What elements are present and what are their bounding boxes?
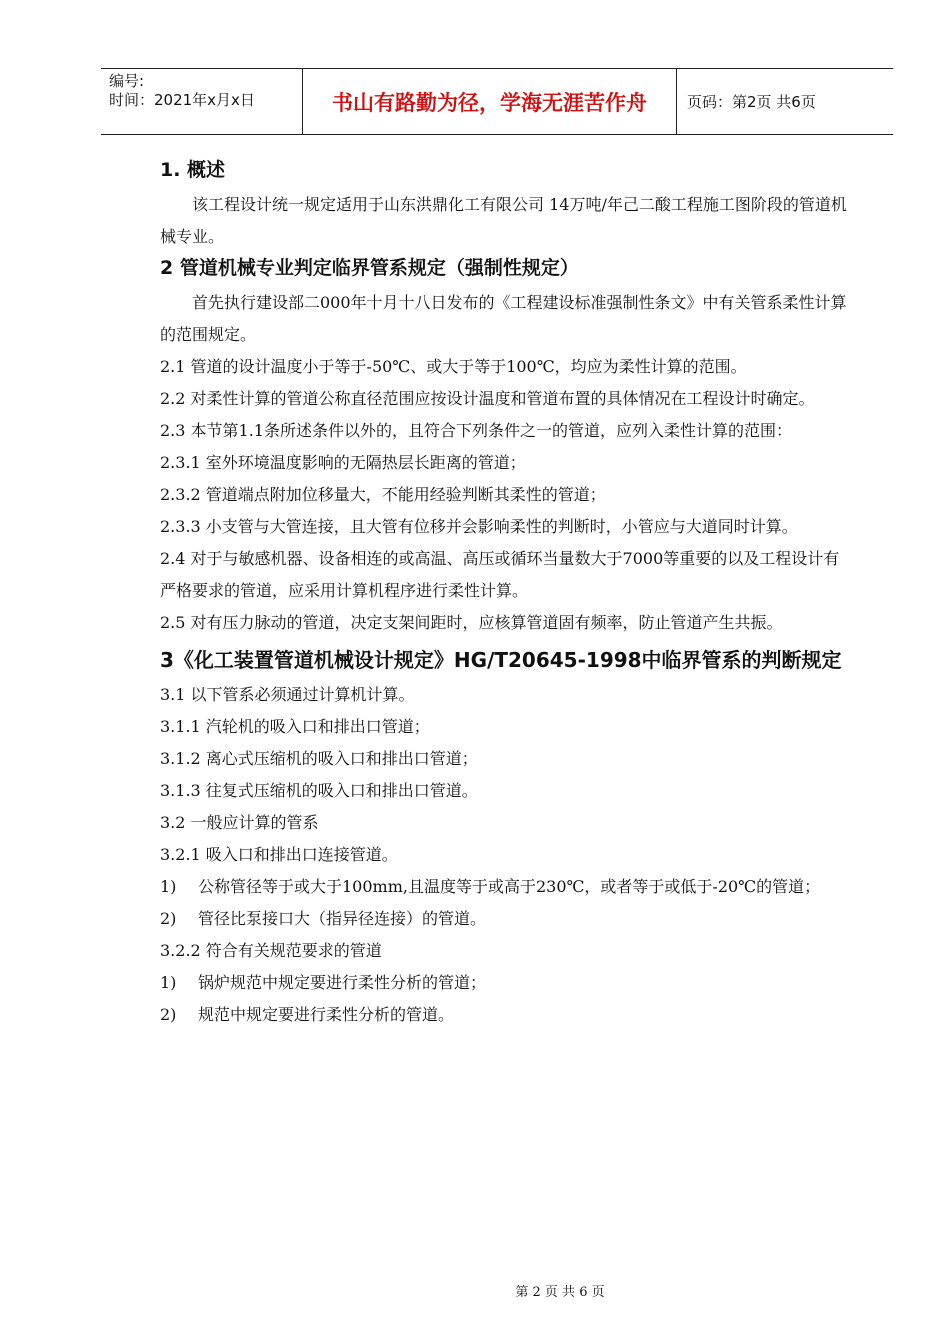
list-number: 1) <box>160 877 177 896</box>
clause-3-2: 3.2 一般应计算的管系 <box>160 813 319 832</box>
clause-3-1-3: 3.1.3 往复式压缩机的吸入口和排出口管道。 <box>160 781 478 800</box>
section-1-title: 1. 概述 <box>160 159 226 181</box>
list-number: 2) <box>160 909 177 928</box>
clause-3-2-2: 3.2.2 符合有关规范要求的管道 <box>160 941 382 960</box>
clause-3-2-1: 3.2.1 吸入口和排出口连接管道。 <box>160 845 398 864</box>
header-info-cell <box>101 69 303 134</box>
header-motto: 书山有路勤为径，学海无涯苦作舟 <box>303 69 677 134</box>
page-footer: 第 2 页 共 6 页 <box>515 1285 605 1300</box>
list-number: 1) <box>160 973 177 992</box>
list-text: 锅炉规范中规定要进行柔性分析的管道； <box>198 973 487 992</box>
list-item <box>160 967 850 999</box>
clause-2-3-1: 2.3.1 室外环境温度影响的无隔热层长距离的管道； <box>160 453 526 472</box>
clause-2-3-2: 2.3.2 管道端点附加位移量大，不能用经验判断其柔性的管道； <box>160 485 606 504</box>
document-body <box>160 155 850 1031</box>
list-item <box>160 999 850 1031</box>
page-header <box>101 68 893 135</box>
clause-3-1-2: 3.1.2 离心式压缩机的吸入口和排出口管道； <box>160 749 478 768</box>
clause-2-5: 2.5 对有压力脉动的管道，决定支架间距时，应核算管道固有频率，防止管道产生共振。 <box>160 613 783 632</box>
clause-2-3: 2.3 本节第1.1条所述条件以外的，且符合下列条件之一的管道，应列入柔性计算的范围： <box>160 421 792 440</box>
list-text: 管径比泵接口大（指异径连接）的管道。 <box>198 909 487 928</box>
section-1-paragraph: 该工程设计统一规定适用于山东洪鼎化工有限公司 14万吨/年己二酸工程施工图阶段的管道机械专业。 <box>160 195 847 246</box>
clause-2-3-3: 2.3.3 小支管与大管连接，且大管有位移并会影响柔性的判断时，小管应与大道同时计算。 <box>160 517 798 536</box>
header-page-number: 页码：第2页 共6页 <box>687 93 816 111</box>
list-item <box>160 871 850 903</box>
section-3-title: 3《化工装置管道机械设计规定》HG/T20645-1998中临界管系的判断规定 <box>160 648 842 672</box>
list-text: 公称管径等于或大于100mm,且温度等于或高于230℃，或者等于或低于-20℃的管道； <box>198 877 821 896</box>
list-number: 2) <box>160 1005 177 1024</box>
clause-2-1: 2.1 管道的设计温度小于等于-50℃、或大于等于100℃，均应为柔性计算的范围。 <box>160 357 747 376</box>
header-time: 时间：2021年x月x日 <box>109 91 255 109</box>
section-2-title: 2 管道机械专业判定临界管系规定（强制性规定） <box>160 257 579 279</box>
clause-3-1-1: 3.1.1 汽轮机的吸入口和排出口管道； <box>160 717 430 736</box>
clause-2-4: 2.4 对于与敏感机器、设备相连的或高温、高压或循环当量数大于7000等重要的以及工程设计有严格要求的管道，应采用计算机程序进行柔性计算。 <box>160 549 840 600</box>
list-text: 规范中规定要进行柔性分析的管道。 <box>198 1005 455 1024</box>
list-item <box>160 903 850 935</box>
clause-3-1: 3.1 以下管系必须通过计算机计算。 <box>160 685 415 704</box>
section-2-paragraph: 首先执行建设部二000年十月十八日发布的《工程建设标准强制性条文》中有关管系柔性计算的范围规定。 <box>160 293 847 344</box>
header-number: 编号: <box>109 72 145 90</box>
clause-2-2: 2.2 对柔性计算的管道公称直径范围应按设计温度和管道布置的具体情况在工程设计时确定。 <box>160 389 815 408</box>
